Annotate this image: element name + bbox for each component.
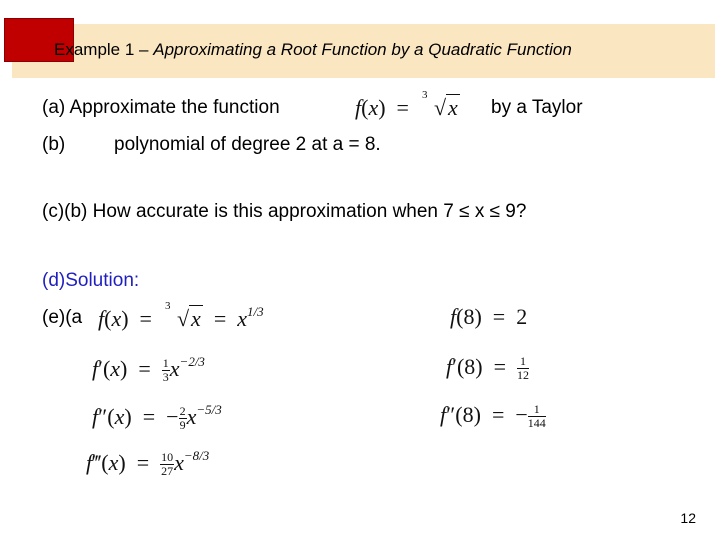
- line-b-label: (b): [42, 134, 66, 155]
- page-number: 12: [680, 510, 696, 526]
- line-a-post: by a Taylor: [491, 97, 583, 118]
- formula-fprime: f′(x) = $\frac{1}{3}$ $x^{-2/3}$: [92, 354, 205, 385]
- title-lead: Example 1 –: [54, 40, 154, 59]
- slide-title: [54, 40, 714, 60]
- formula-fprime8: f′(8) = $\frac{1}{12}$: [446, 354, 530, 383]
- formula-fdouble8: f″(8) = − $\frac{1}{144}$: [440, 402, 546, 431]
- formula-f8: f(8) = 2: [450, 304, 528, 329]
- solution-heading: (d)Solution:: [42, 270, 140, 291]
- line-c: (c)(b) How accurate is this approximation when 7 ≤ x ≤ 9?: [42, 201, 527, 222]
- formula-fdouble: f″(x) = − $\frac{2}{9}$ $x^{-5/3}$: [92, 402, 222, 433]
- line-a-pre: (a) Approximate the function: [42, 97, 280, 118]
- line-b-text: polynomial of degree 2 at a = 8.: [114, 134, 381, 155]
- formula-function-def: f(x) = 3 √x: [355, 89, 458, 120]
- formula-ftriple: f‴(x) = $\frac{10}{27}$ $x^{-8/3}$: [86, 448, 210, 479]
- formula-f-def: f(x) = 3 $√x = x^{1/3}$: [98, 300, 264, 331]
- title-italic: Approximating a Root Function by a Quadratic Function: [153, 40, 572, 59]
- line-e: (e)(a: [42, 307, 83, 328]
